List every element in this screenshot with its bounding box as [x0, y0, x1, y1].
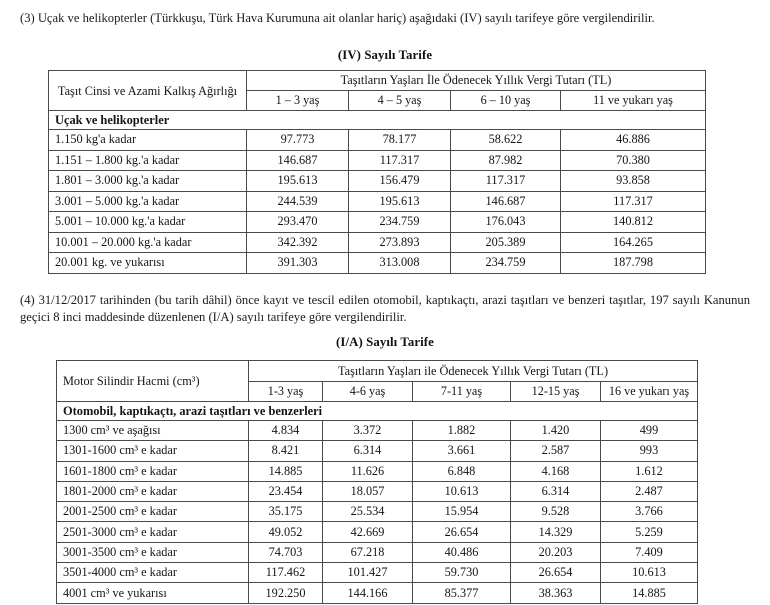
table-iv-row-2-value-2: 117.317: [451, 171, 561, 192]
table-ia-row-7-value-4: 10.613: [601, 563, 698, 583]
table-iv-row-3-value-0: 244.539: [247, 191, 349, 212]
table-ia-row-4-value-4: 3.766: [601, 502, 698, 522]
table-iv-header-span: Taşıtların Yaşları İle Ödenecek Yıllık Vergi Tutarı (TL): [247, 71, 706, 91]
table-ia-row-3-value-3: 6.314: [511, 481, 601, 501]
table-row: [57, 441, 698, 461]
table-ia-row-8-value-3: 38.363: [511, 583, 601, 603]
table-iv-row-6-value-2: 234.759: [451, 253, 561, 274]
table-ia-row-4-value-0: 35.175: [249, 502, 323, 522]
table-iv-group-label: Uçak ve helikopterler: [49, 111, 706, 130]
table-ia-row-5-value-4: 5.259: [601, 522, 698, 542]
table-ia-row-5-value-0: 49.052: [249, 522, 323, 542]
table-ia-row-1-value-3: 2.587: [511, 441, 601, 461]
table-ia-row-6-value-4: 7.409: [601, 542, 698, 562]
table-ia-body: [57, 402, 698, 604]
table-ia-row-3-value-1: 18.057: [323, 481, 413, 501]
table-iv-row-2-label: 1.801 – 3.000 kg.'a kadar: [49, 171, 247, 192]
table-row: [49, 130, 706, 151]
table-ia-row-6-value-2: 40.486: [413, 542, 511, 562]
table-row: [57, 583, 698, 603]
table-ia-row-0-value-0: 4.834: [249, 421, 323, 441]
table-ia-row-1-value-4: 993: [601, 441, 698, 461]
table-ia-group-label: Otomobil, kaptıkaçtı, arazi taşıtları ve benzerleri: [57, 402, 698, 421]
table-ia-row-4-label: 2001-2500 cm³ e kadar: [57, 502, 249, 522]
table-iv-row-2-value-3: 93.858: [561, 171, 706, 192]
table-row: [57, 522, 698, 542]
table-iv-row-1-value-3: 70.380: [561, 150, 706, 171]
table-ia-head: [57, 361, 698, 402]
table-iv-row-1-value-2: 87.982: [451, 150, 561, 171]
table-iv-age-col-4: 11 ve yukarı yaş: [561, 91, 706, 111]
table-iv-row-4-value-1: 234.759: [349, 212, 451, 233]
table-row: [49, 191, 706, 212]
table-ia-row-8-value-1: 144.166: [323, 583, 413, 603]
table-ia-age-col-2: 4-6 yaş: [323, 382, 413, 402]
table-ia-age-col-4: 12-15 yaş: [511, 382, 601, 402]
table-iv-row-2-value-1: 156.479: [349, 171, 451, 192]
table-ia-row-0-value-4: 499: [601, 421, 698, 441]
table-ia-header-span: Taşıtların Yaşları ile Ödenecek Yıllık Vergi Tutarı (TL): [249, 361, 698, 382]
table-iv-row-5-label: 10.001 – 20.000 kg.'a kadar: [49, 232, 247, 253]
paragraph-3-line-2: vergilendirilir.: [582, 11, 655, 25]
table-ia-age-col-3: 7-11 yaş: [413, 382, 511, 402]
table-row: [57, 461, 698, 481]
table-ia-row-8-value-2: 85.377: [413, 583, 511, 603]
table-ia-row-5-value-3: 14.329: [511, 522, 601, 542]
table-ia-row-7-value-2: 59.730: [413, 563, 511, 583]
paragraph-3: [20, 10, 750, 27]
table-iv-header-left: Taşıt Cinsi ve Azami Kalkış Ağırlığı: [49, 71, 247, 111]
table-ia-row-2-value-0: 14.885: [249, 461, 323, 481]
table-iv-row-4-value-2: 176.043: [451, 212, 561, 233]
table-iv-age-col-3: 6 – 10 yaş: [451, 91, 561, 111]
table-ia-header-left: Motor Silindir Hacmi (cm³): [57, 361, 249, 402]
table-ia-row-1-value-1: 6.314: [323, 441, 413, 461]
table-ia-row-8-value-4: 14.885: [601, 583, 698, 603]
table-ia-row-2-label: 1601-1800 cm³ e kadar: [57, 461, 249, 481]
table-row: [57, 421, 698, 441]
table-iv-row-5-value-2: 205.389: [451, 232, 561, 253]
table-ia-row-0-label: 1300 cm³ ve aşağısı: [57, 421, 249, 441]
paragraph-3-line-1: (3) Uçak ve helikopterler (Türkkuşu, Türk Hava Kurumuna ait olanlar hariç) aşağıdaki (IV) sayılı tarifeye göre: [20, 11, 580, 25]
table-iv-row-4-label: 5.001 – 10.000 kg.'a kadar: [49, 212, 247, 233]
table-row: [49, 171, 706, 192]
table-ia-row-3-value-4: 2.487: [601, 481, 698, 501]
table-ia-row-3-value-2: 10.613: [413, 481, 511, 501]
table-row: [57, 542, 698, 562]
table-iv-row-0-value-0: 97.773: [247, 130, 349, 151]
table-iv-row-6-value-1: 313.008: [349, 253, 451, 274]
table-ia-row-1-value-2: 3.661: [413, 441, 511, 461]
table-iv: [48, 70, 706, 274]
table-iv-row-3-value-1: 195.613: [349, 191, 451, 212]
table-iv-row-0-label: 1.150 kg'a kadar: [49, 130, 247, 151]
table-row: [49, 253, 706, 274]
table-iv-row-3-label: 3.001 – 5.000 kg.'a kadar: [49, 191, 247, 212]
table-ia-row-6-value-1: 67.218: [323, 542, 413, 562]
table-ia-header-row-1: [57, 361, 698, 382]
table-row: [57, 502, 698, 522]
table-iv-row-3-value-2: 146.687: [451, 191, 561, 212]
table-ia-row-4-value-2: 15.954: [413, 502, 511, 522]
table-iv-row-6-value-3: 187.798: [561, 253, 706, 274]
table-ia-row-2-value-3: 4.168: [511, 461, 601, 481]
table-ia-row-1-label: 1301-1600 cm³ e kadar: [57, 441, 249, 461]
table-ia-row-6-value-0: 74.703: [249, 542, 323, 562]
table-ia-row-0-value-3: 1.420: [511, 421, 601, 441]
table-ia-group-row: [57, 402, 698, 421]
table-iv-row-5-value-3: 164.265: [561, 232, 706, 253]
table-ia-row-4-value-3: 9.528: [511, 502, 601, 522]
table-iv-row-2-value-0: 195.613: [247, 171, 349, 192]
table-iv-row-1-label: 1.151 – 1.800 kg.'a kadar: [49, 150, 247, 171]
table-ia-row-7-value-3: 26.654: [511, 563, 601, 583]
table-ia-row-2-value-2: 6.848: [413, 461, 511, 481]
table-iv-row-6-label: 20.001 kg. ve yukarısı: [49, 253, 247, 274]
table-iv-row-0-value-1: 78.177: [349, 130, 451, 151]
table-ia-row-0-value-1: 3.372: [323, 421, 413, 441]
table-ia-row-2-value-4: 1.612: [601, 461, 698, 481]
table-iv-row-4-value-0: 293.470: [247, 212, 349, 233]
table-ia-row-0-value-2: 1.882: [413, 421, 511, 441]
table-ia-row-7-value-0: 117.462: [249, 563, 323, 583]
paragraph-4-line-1: (4) 31/12/2017 tarihinden (bu tarih dâhil) önce kayıt ve tescil edilen otomobil, kaptıkaçtı, arazi taşıtları ve benzeri taşıtlar,: [20, 293, 646, 307]
paragraph-4: [20, 292, 750, 325]
table-ia: [56, 360, 698, 604]
table-ia-caption: (I/A) Sayılı Tarife: [336, 335, 434, 349]
table-row: [49, 212, 706, 233]
table-ia-row-5-label: 2501-3000 cm³ e kadar: [57, 522, 249, 542]
table-iv-row-5-value-0: 342.392: [247, 232, 349, 253]
table-iv-age-col-2: 4 – 5 yaş: [349, 91, 451, 111]
table-iv-row-3-value-3: 117.317: [561, 191, 706, 212]
table-row: [57, 481, 698, 501]
table-iv-row-1-value-1: 117.317: [349, 150, 451, 171]
table-ia-row-7-label: 3501-4000 cm³ e kadar: [57, 563, 249, 583]
table-ia-row-3-label: 1801-2000 cm³ e kadar: [57, 481, 249, 501]
table-ia-row-5-value-1: 42.669: [323, 522, 413, 542]
table-row: [57, 563, 698, 583]
table-iv-age-col-1: 1 – 3 yaş: [247, 91, 349, 111]
table-iv-group-row: [49, 111, 706, 130]
paragraph-4-line-2: 197 sayılı Kanunun geçici 8 inci maddesinde düzenlenen (I/A) sayılı tarifeye göre vergilendirilir.: [20, 293, 750, 324]
table-ia-row-6-value-3: 20.203: [511, 542, 601, 562]
table-row: [49, 232, 706, 253]
table-iv-header-row-1: [49, 71, 706, 91]
table-row: [49, 150, 706, 171]
table-iv-row-0-value-3: 46.886: [561, 130, 706, 151]
table-iv-row-5-value-1: 273.893: [349, 232, 451, 253]
table-iv-body: [49, 111, 706, 274]
table-ia-age-col-5: 16 ve yukarı yaş: [601, 382, 698, 402]
table-ia-row-8-value-0: 192.250: [249, 583, 323, 603]
table-iv-row-6-value-0: 391.303: [247, 253, 349, 274]
table-iv-row-4-value-3: 140.812: [561, 212, 706, 233]
table-ia-row-5-value-2: 26.654: [413, 522, 511, 542]
table-ia-row-3-value-0: 23.454: [249, 481, 323, 501]
table-ia-row-4-value-1: 25.534: [323, 502, 413, 522]
table-iv-row-1-value-0: 146.687: [247, 150, 349, 171]
table-iv-row-0-value-2: 58.622: [451, 130, 561, 151]
table-ia-age-col-1: 1-3 yaş: [249, 382, 323, 402]
table-ia-row-7-value-1: 101.427: [323, 563, 413, 583]
table-ia-row-8-label: 4001 cm³ ve yukarısı: [57, 583, 249, 603]
table-ia-row-6-label: 3001-3500 cm³ e kadar: [57, 542, 249, 562]
table-iv-caption: (IV) Sayılı Tarife: [337, 48, 433, 62]
table-iv-head: [49, 71, 706, 111]
table-ia-row-1-value-0: 8.421: [249, 441, 323, 461]
table-ia-row-2-value-1: 11.626: [323, 461, 413, 481]
